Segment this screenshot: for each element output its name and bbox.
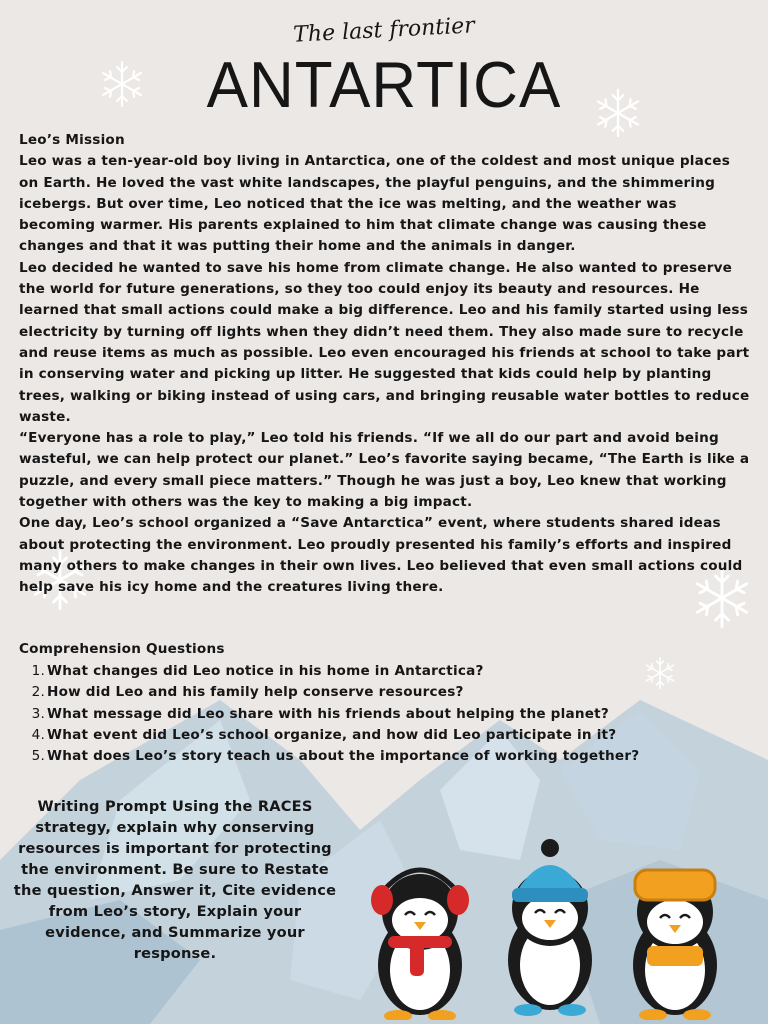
writing-prompt: Writing Prompt Using the RACES strategy, explain why conserving resources is important for protecting the environment. Be sure to Restate the question, Answer it, Cite evidence from Leo’s story, Explain your evidence, and Summarize your response. [13, 798, 337, 962]
list-item [20, 746, 755, 767]
questions-heading: Comprehension Questions [19, 641, 225, 657]
penguin-beanie-icon [508, 839, 592, 1016]
question-number: 1. [31, 663, 45, 679]
question-number: 5. [31, 748, 45, 765]
story-heading: Leo’s Mission [19, 132, 125, 148]
question-number: 2. [31, 684, 45, 701]
question-text: What does Leo’s story teach us about the importance of working together? [47, 748, 640, 765]
list-item [20, 682, 755, 703]
question-text: What event did Leo’s school organize, and how did Leo participate in it? [47, 726, 617, 743]
list-item [20, 725, 755, 746]
question-text: What message did Leo share with his friends about helping the planet? [47, 705, 609, 722]
story-paragraph: One day, Leo’s school organized a “Save Antarctica” event, where students shared ideas about protecting the environment. Leo proudly presented his family’s efforts and inspired many others to make changes in their own lives. Leo believed that even small actions could help save his icy home and the creatures living there. [19, 515, 743, 596]
page-subtitle: The last frontier [292, 13, 476, 48]
page-title: ANTARTICA [206, 49, 562, 122]
penguin-earmuffs-icon [371, 870, 469, 1020]
penguin-goggles-icon [633, 870, 717, 1020]
story-paragraph: Leo decided he wanted to save his home from climate change. He also wanted to preserve the world for future generations, so they too could enjoy its beauty and resources. He learned that small actions could make a big difference. Leo and his family started using less electricity by turning off lights when they didn’t need them. They also made sure to recycle and reuse items as much as possible. Leo even encouraged his friends at school to take part in conserving water and picking up litter. He suggested that kids could help by planting trees, walking or biking instead of using cars, and bringing reusable water bottles to reduce waste. [19, 259, 750, 425]
list-item [20, 661, 755, 682]
question-number: 3. [31, 705, 45, 722]
question-number: 4. [31, 726, 45, 743]
question-text: What changes did Leo notice in his home in Antarctica? [47, 663, 484, 679]
story-paragraph: “Everyone has a role to play,” Leo told his friends. “If we all do our part and avoid being wasteful, we can help protect our planet.” Leo’s favorite saying became, “The Earth is like a puzzle, and every small piece matters.” Though he was just a boy, Leo knew that working together with others was the key to making a big impact. [19, 430, 750, 511]
story-paragraph: Leo was a ten-year-old boy living in Antarctica, one of the coldest and most unique places on Earth. He loved the vast white landscapes, the playful penguins, and the shimmering icebergs. But over time, Leo noticed that the ice was melting, and the weather was becoming warmer. His parents explained to him that climate change was causing these changes and that it was putting their home and the animals in danger. [19, 153, 731, 255]
story-section [19, 130, 754, 599]
list-item [20, 704, 755, 725]
header [0, 0, 768, 125]
questions-list [20, 661, 755, 767]
penguins-illustration [350, 830, 750, 1020]
question-text: How did Leo and his family help conserve resources? [47, 684, 464, 701]
